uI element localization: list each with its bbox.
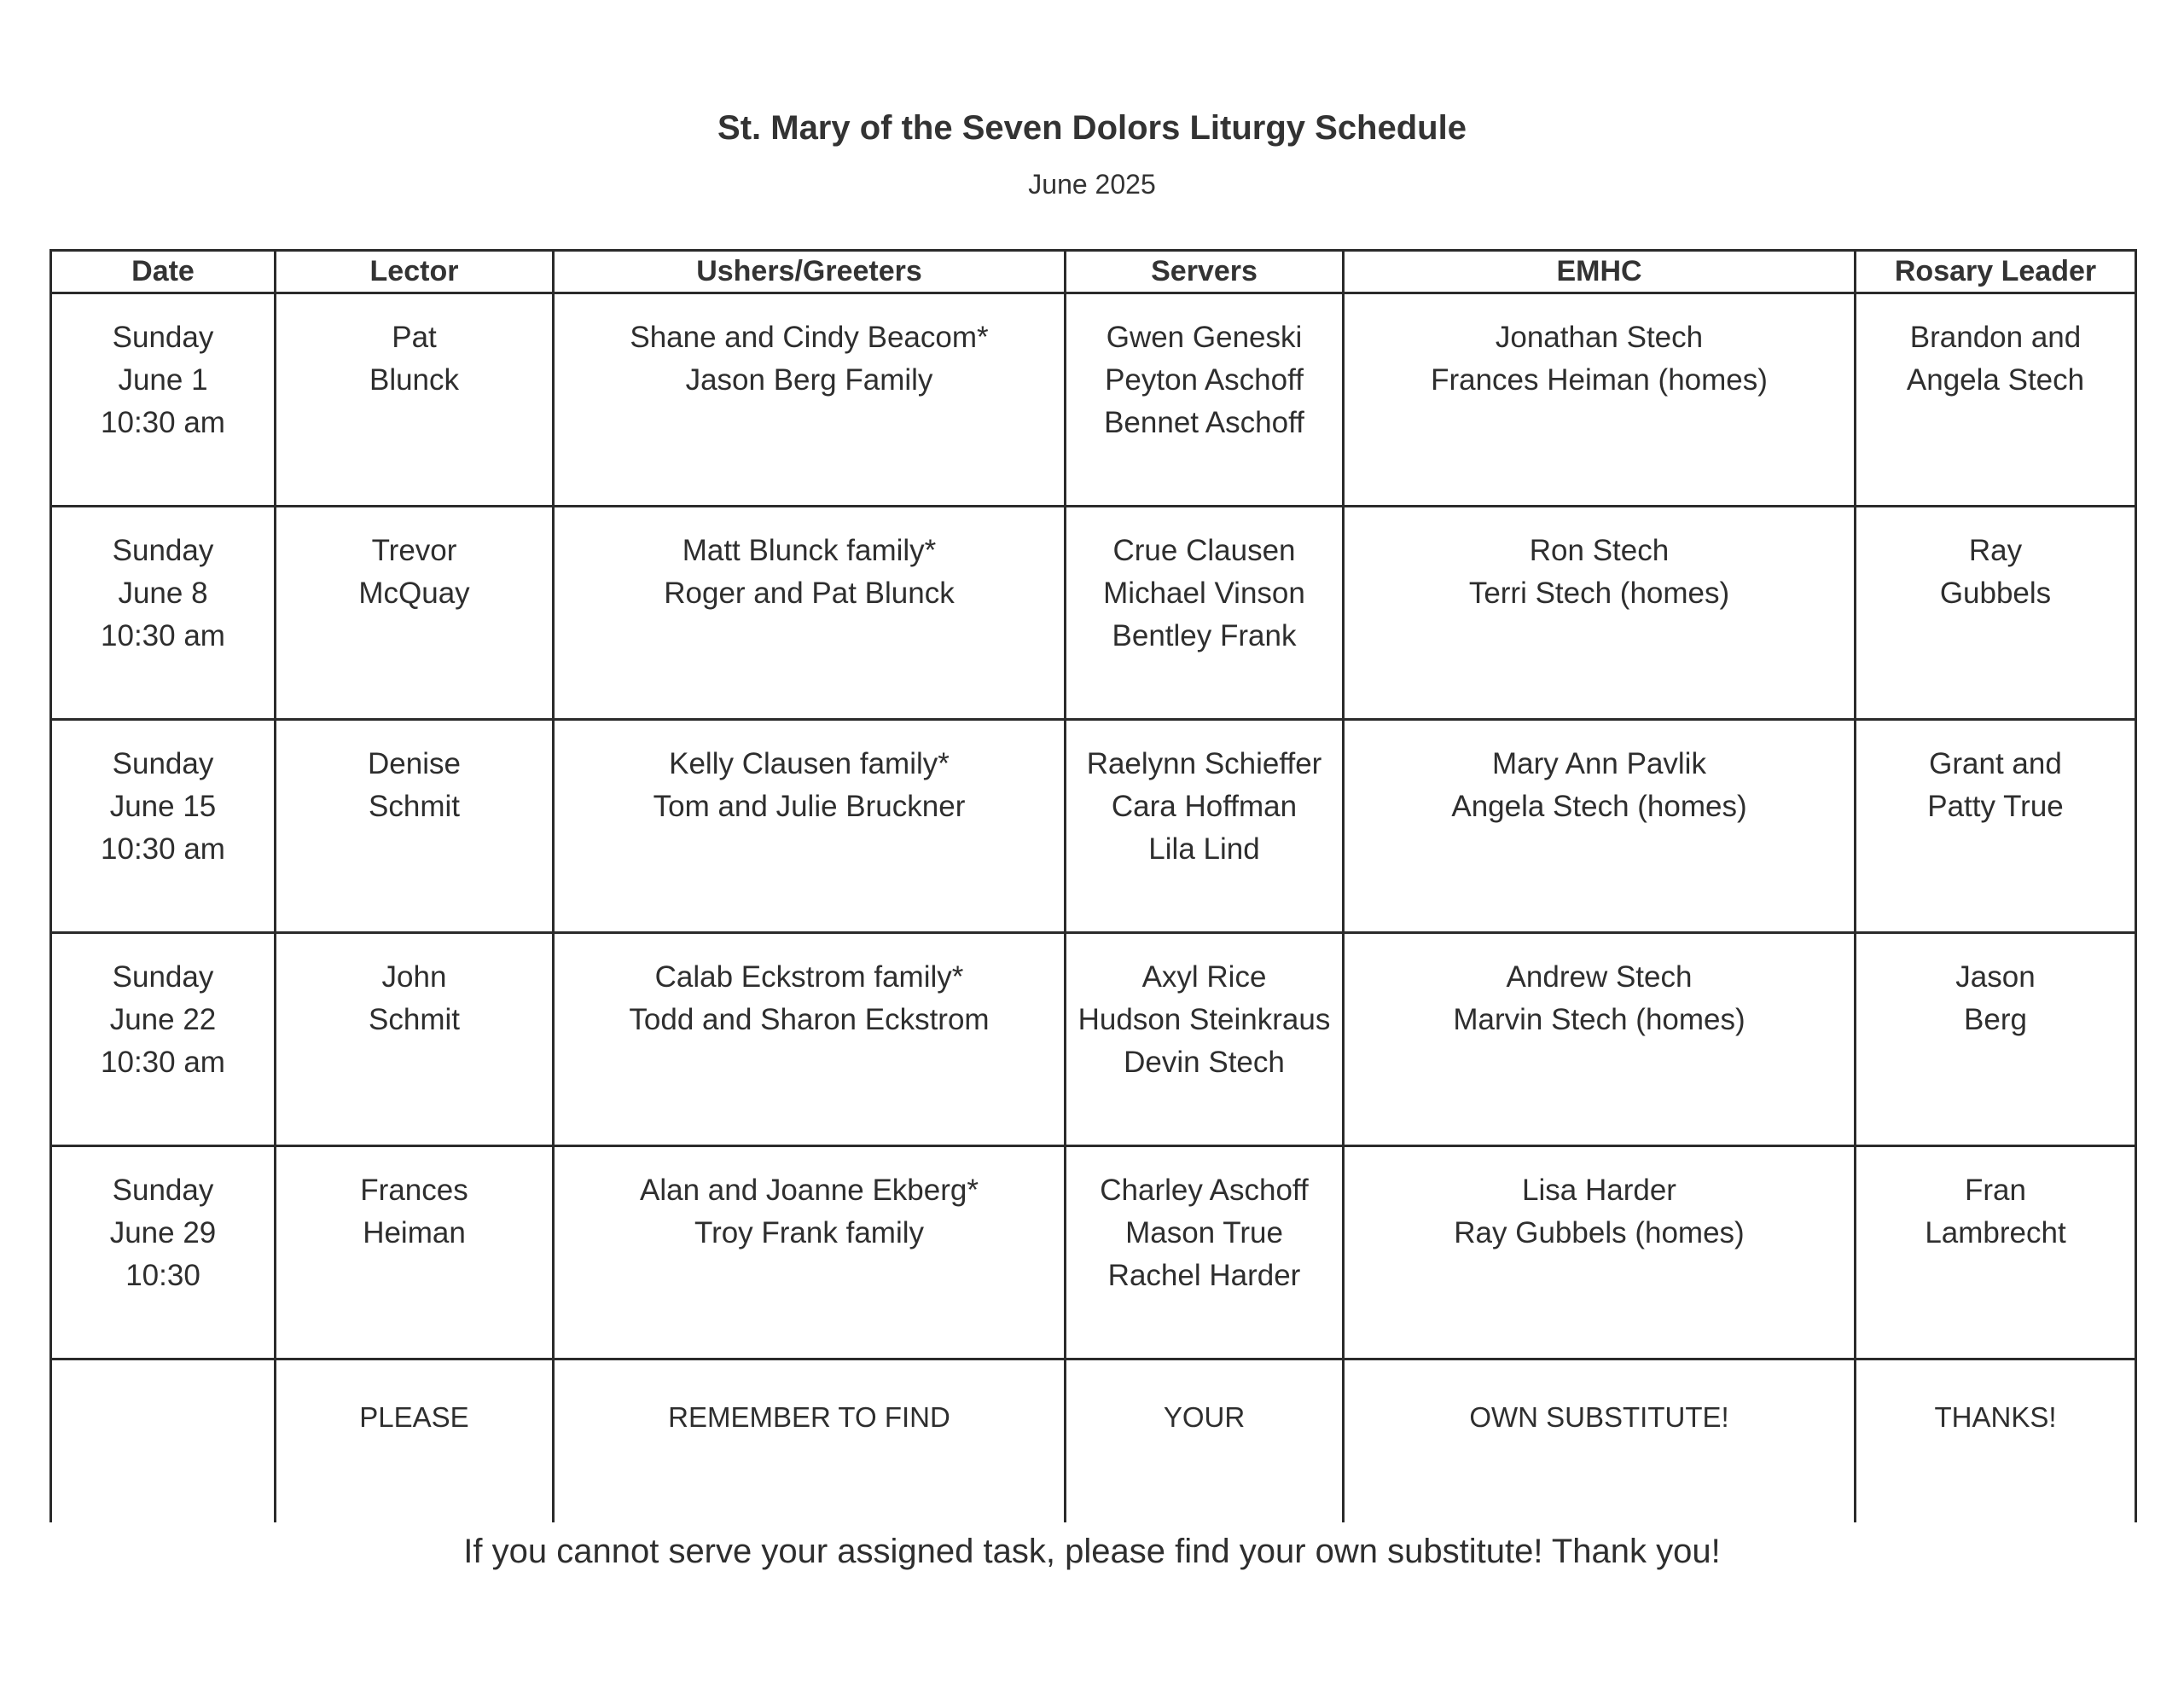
cell-lector <box>276 293 554 507</box>
cell-ushers-greeters <box>554 507 1066 720</box>
cell-servers <box>1066 293 1344 507</box>
note-cell: THANKS! <box>1856 1359 2136 1523</box>
cell-ushers-greeters <box>554 293 1066 507</box>
cell-line: Angela Stech (homes) <box>1451 790 1747 823</box>
cell-emhc <box>1344 293 1856 507</box>
cell-line: June 1 <box>118 363 208 397</box>
cell-servers <box>1066 720 1344 933</box>
cell-line: Michael Vinson <box>1103 577 1305 610</box>
cell-line: Lambrecht <box>1925 1216 2066 1249</box>
cell-line: Tom and Julie Bruckner <box>653 790 966 823</box>
cell-lector <box>276 933 554 1146</box>
cell-line: Schmit <box>369 790 460 823</box>
table-row <box>51 1146 2136 1359</box>
cell-emhc <box>1344 933 1856 1146</box>
header-servers: Servers <box>1066 251 1344 293</box>
cell-line: Devin Stech <box>1124 1046 1285 1079</box>
footer-note: If you cannot serve your assigned task, please find your own substitute! Thank you! <box>463 1533 1721 1570</box>
cell-line: Heiman <box>363 1216 466 1249</box>
cell-ushers-greeters <box>554 720 1066 933</box>
note-cell <box>51 1359 276 1523</box>
cell-line: Jason Berg Family <box>685 363 933 397</box>
table-row <box>51 293 2136 507</box>
cell-line: John <box>381 960 447 994</box>
cell-line: Marvin Stech (homes) <box>1453 1003 1745 1036</box>
header-emhc: EMHC <box>1344 251 1856 293</box>
cell-line: Trevor <box>371 534 457 567</box>
cell-line: Lisa Harder <box>1522 1174 1676 1207</box>
cell-servers <box>1066 507 1344 720</box>
cell-line: Cara Hoffman <box>1111 790 1298 823</box>
cell-line: Sunday <box>112 321 214 354</box>
cell-line: McQuay <box>358 577 470 610</box>
cell-line: Peyton Aschoff <box>1105 363 1304 397</box>
cell-line: Crue Clausen <box>1112 534 1296 567</box>
cell-line: Charley Aschoff <box>1100 1174 1309 1207</box>
cell-line: Raelynn Schieffer <box>1086 747 1322 780</box>
cell-line: Grant and <box>1929 747 2062 780</box>
table-row <box>51 933 2136 1146</box>
cell-servers <box>1066 1146 1344 1359</box>
cell-lector <box>276 720 554 933</box>
cell-line: Fran <box>1965 1174 2026 1207</box>
cell-line: Sunday <box>112 747 214 780</box>
cell-line: Troy Frank family <box>694 1216 924 1249</box>
note-cell: REMEMBER TO FIND <box>554 1359 1066 1523</box>
cell-line: Matt Blunck family* <box>682 534 937 567</box>
cell-rosary-leader <box>1856 293 2136 507</box>
schedule-table <box>49 249 2137 1522</box>
cell-line: Ray <box>1968 534 2023 567</box>
cell-line: Todd and Sharon Eckstrom <box>629 1003 990 1036</box>
header-rosary-leader: Rosary Leader <box>1856 251 2136 293</box>
cell-line: Frances Heiman (homes) <box>1431 363 1768 397</box>
cell-line: Kelly Clausen family* <box>669 747 950 780</box>
cell-line: Ray Gubbels (homes) <box>1454 1216 1745 1249</box>
cell-line: Jonathan Stech <box>1495 321 1704 354</box>
cell-line: Bentley Frank <box>1112 619 1297 652</box>
cell-line: Rachel Harder <box>1107 1259 1301 1292</box>
cell-rosary-leader <box>1856 1146 2136 1359</box>
cell-line: Berg <box>1964 1003 2027 1036</box>
table-row <box>51 720 2136 933</box>
cell-line: Alan and Joanne Ekberg* <box>640 1174 979 1207</box>
header-lector: Lector <box>276 251 554 293</box>
cell-line: Mary Ann Pavlik <box>1492 747 1706 780</box>
cell-line: Blunck <box>369 363 460 397</box>
cell-line: Calab Eckstrom family* <box>654 960 964 994</box>
cell-line: 10:30 am <box>101 832 225 866</box>
note-cell: PLEASE <box>276 1359 554 1523</box>
cell-line: Frances <box>360 1174 468 1207</box>
cell-line: Ron Stech <box>1529 534 1670 567</box>
cell-date <box>51 293 276 507</box>
cell-emhc <box>1344 1146 1856 1359</box>
cell-line: Roger and Pat Blunck <box>664 577 955 610</box>
cell-lector <box>276 507 554 720</box>
table-row <box>51 507 2136 720</box>
cell-line: June 8 <box>118 577 208 610</box>
cell-line: 10:30 am <box>101 1046 225 1079</box>
cell-line: 10:30 <box>125 1259 200 1292</box>
cell-line: Denise <box>368 747 461 780</box>
cell-date <box>51 720 276 933</box>
cell-rosary-leader <box>1856 507 2136 720</box>
header-row <box>51 251 2136 293</box>
document-subtitle: June 2025 <box>1028 169 1156 200</box>
document-title: St. Mary of the Seven Dolors Liturgy Schedule <box>717 109 1467 147</box>
header-ushers-greeters: Ushers/Greeters <box>554 251 1066 293</box>
cell-lector <box>276 1146 554 1359</box>
cell-line: Bennet Aschoff <box>1104 406 1304 439</box>
cell-line: 10:30 am <box>101 619 225 652</box>
cell-line: Shane and Cindy Beacom* <box>630 321 989 354</box>
cell-line: Sunday <box>112 960 214 994</box>
cell-line: Sunday <box>112 1174 214 1207</box>
note-row <box>51 1359 2136 1523</box>
cell-line: Patty True <box>1927 790 2064 823</box>
cell-line: Mason True <box>1125 1216 1283 1249</box>
cell-line: Angela Stech <box>1906 363 2085 397</box>
cell-rosary-leader <box>1856 720 2136 933</box>
cell-date <box>51 933 276 1146</box>
header-date: Date <box>51 251 276 293</box>
cell-date <box>51 507 276 720</box>
cell-line: June 22 <box>109 1003 217 1036</box>
cell-line: Axyl Rice <box>1141 960 1267 994</box>
cell-line: 10:30 am <box>101 406 225 439</box>
cell-emhc <box>1344 507 1856 720</box>
cell-line: June 29 <box>109 1216 217 1249</box>
schedule-body <box>51 293 2136 1523</box>
cell-line: Andrew Stech <box>1506 960 1693 994</box>
cell-line: Gubbels <box>1939 577 2052 610</box>
cell-line: June 15 <box>109 790 217 823</box>
cell-ushers-greeters <box>554 933 1066 1146</box>
cell-emhc <box>1344 720 1856 933</box>
cell-line: Sunday <box>112 534 214 567</box>
cell-servers <box>1066 933 1344 1146</box>
note-cell: OWN SUBSTITUTE! <box>1344 1359 1856 1523</box>
cell-line: Lila Lind <box>1148 832 1260 866</box>
cell-line: Schmit <box>369 1003 460 1036</box>
cell-rosary-leader <box>1856 933 2136 1146</box>
cell-line: Brandon and <box>1909 321 2082 354</box>
cell-line: Jason <box>1955 960 2036 994</box>
cell-line: Hudson Steinkraus <box>1077 1003 1331 1036</box>
cell-ushers-greeters <box>554 1146 1066 1359</box>
cell-line: Pat <box>392 321 437 354</box>
cell-date <box>51 1146 276 1359</box>
cell-line: Gwen Geneski <box>1106 321 1303 354</box>
note-cell: YOUR <box>1066 1359 1344 1523</box>
cell-line: Terri Stech (homes) <box>1468 577 1730 610</box>
